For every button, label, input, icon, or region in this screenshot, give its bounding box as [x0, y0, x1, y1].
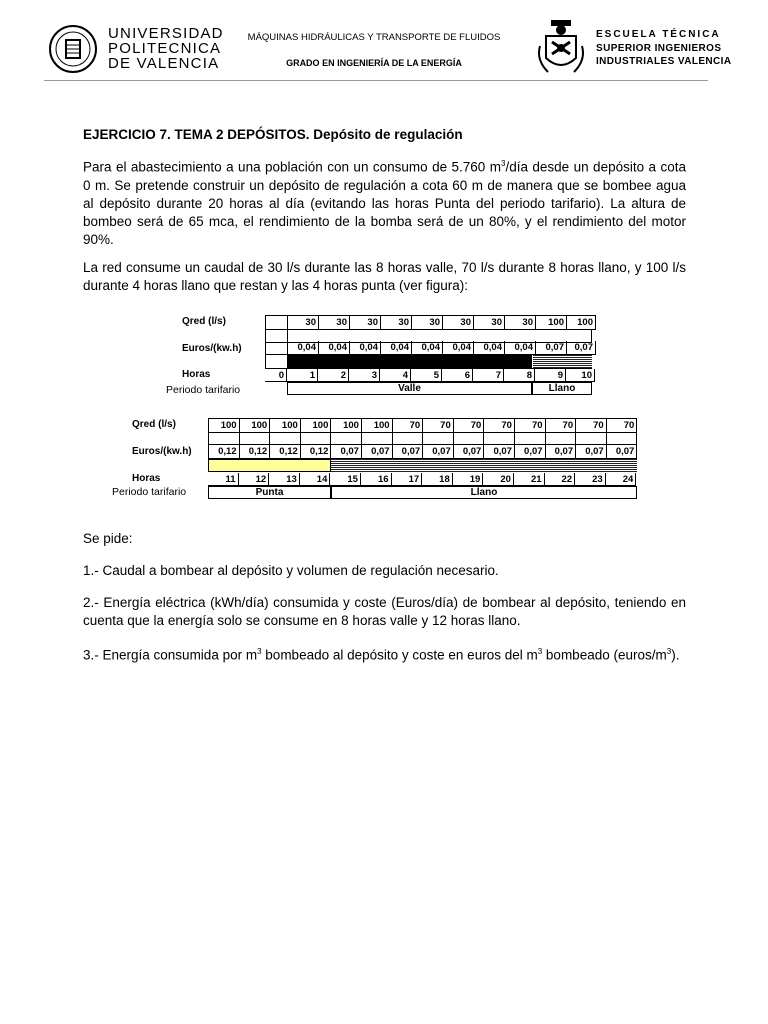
- qred-cell: 30: [288, 316, 319, 330]
- hour-cell: 18: [422, 473, 453, 486]
- hour-cell: 24: [606, 473, 637, 486]
- euros-row: [265, 341, 596, 355]
- spacer-cell: [607, 432, 638, 445]
- euros-cell: 0,04: [350, 341, 381, 355]
- hour-cell: 21: [514, 473, 545, 486]
- hour-cell: 5: [411, 369, 442, 382]
- euros-cell: 0,04: [381, 341, 412, 355]
- euros-cell: 0,04: [412, 341, 443, 355]
- euros-cell: 0,07: [536, 341, 567, 355]
- consumption-paragraph: La red consume un caudal de 30 l/s durante las 8 horas valle, 70 l/s durante 8 horas llano, y 100 l/s durante 4 horas llano que restan y las 4 horas punta (ver figura):: [83, 260, 686, 293]
- euros-cell: 0,12: [240, 445, 271, 459]
- euros-cell: 0,07: [331, 445, 362, 459]
- euros-cell: 0,07: [454, 445, 485, 459]
- hour-cell: 2: [318, 369, 349, 382]
- etsii-crest-icon: [536, 16, 586, 78]
- hour-cell: 14: [300, 473, 331, 486]
- qred-row: [208, 418, 637, 433]
- hour-cell: 9: [535, 369, 566, 382]
- euros-row: [208, 445, 637, 459]
- euros-cell: 0,04: [443, 341, 474, 355]
- qred-cell: 100: [331, 419, 362, 433]
- qred-cell: 100: [240, 419, 271, 433]
- hours-row: [208, 473, 636, 486]
- qred-cell: [266, 316, 288, 330]
- qred-cell: 30: [350, 316, 381, 330]
- exercise-title: EJERCICIO 7. TEMA 2 DEPÓSITOS. Depósito de regulación: [83, 127, 463, 142]
- euros-cell: 0,07: [484, 445, 515, 459]
- qred-cell: 30: [474, 316, 505, 330]
- page-header: [44, 14, 732, 81]
- hour-cell: 23: [575, 473, 606, 486]
- euros-cell: 0,12: [301, 445, 332, 459]
- spacer-cell: [546, 432, 577, 445]
- spacer-cell: [209, 432, 240, 445]
- period-llano: Llano: [532, 382, 592, 395]
- euros-cell: 0,07: [393, 445, 424, 459]
- euros-cell: 0,07: [423, 445, 454, 459]
- hour-cell: 20: [483, 473, 514, 486]
- hour-cell: 3: [349, 369, 380, 382]
- euros-cell: 0,12: [209, 445, 240, 459]
- label-euros: Euros/(kw.h): [132, 446, 192, 457]
- spacer-cell: [301, 432, 332, 445]
- hour-cell: 8: [504, 369, 535, 382]
- euros-cell: 0,07: [607, 445, 638, 459]
- question-1: 1.- Caudal a bombear al depósito y volumen de regulación necesario.: [83, 563, 499, 578]
- qred-cell: 100: [301, 419, 332, 433]
- hour-cell: 4: [380, 369, 411, 382]
- pump-bar-llano: [331, 459, 637, 472]
- qred-cell: 70: [484, 419, 515, 433]
- euros-cell: 0,04: [319, 341, 350, 355]
- qred-cell: 70: [607, 419, 638, 433]
- euros-cell: 0,12: [270, 445, 301, 459]
- hour-cell: 22: [545, 473, 576, 486]
- label-periodo: Periodo tarifario: [112, 486, 187, 498]
- qred-cell: 100: [362, 419, 393, 433]
- qred-cell: 30: [319, 316, 350, 330]
- qred-cell: 70: [546, 419, 577, 433]
- question-3: 3.- Energía consumida por $m^3$ bombeado al depósito y coste en euros del $m^3$ bombeado $(euros/m^3)$.: [83, 647, 680, 663]
- hour-cell: 10: [566, 369, 595, 382]
- spacer-cell: [515, 432, 546, 445]
- euros-cell: 0,07: [546, 445, 577, 459]
- period-punta: Punta: [208, 486, 331, 499]
- spacer-cell: [423, 432, 454, 445]
- hour-cell: 1: [287, 369, 318, 382]
- hour-cell: 15: [330, 473, 361, 486]
- period-llano: Llano: [331, 486, 637, 499]
- hour-cell: 17: [392, 473, 423, 486]
- qred-cell: 70: [454, 419, 485, 433]
- spacer-row: [208, 432, 637, 445]
- question-2: 2.- Energía eléctrica (kWh/día) consumida y coste (Euros/día) de bombear al depósito, teniendo en cuenta que la energía solo se consume en 8 horas valle y 12 horas llano.: [83, 595, 686, 628]
- spacer-cell: [240, 432, 271, 445]
- university-name: UNIVERSIDAD POLITECNICA DE VALENCIA: [108, 25, 224, 72]
- qred-cell: 30: [381, 316, 412, 330]
- qred-cell: 100: [536, 316, 567, 330]
- upv-seal-icon: [48, 24, 98, 74]
- se-pide-label: Se pide:: [83, 531, 133, 546]
- hour-cell: 13: [269, 473, 300, 486]
- euros-cell: 0,07: [362, 445, 393, 459]
- hour-cell: 19: [453, 473, 484, 486]
- label-periodo: Periodo tarifario: [166, 384, 241, 396]
- euros-cell: 0,07: [567, 341, 596, 355]
- hour-cell: 12: [239, 473, 270, 486]
- period-valle: Valle: [287, 382, 532, 395]
- qred-cell: 70: [515, 419, 546, 433]
- school-name: ESCUELA TÉCNICA SUPERIOR INGENIEROS INDUSTRIALES VALENCIA: [596, 29, 732, 67]
- qred-cell: 30: [505, 316, 536, 330]
- euros-cell: 0,04: [505, 341, 536, 355]
- hour-cell: 0: [265, 369, 287, 382]
- euros-cell: 0,07: [576, 445, 607, 459]
- spacer-cell: [454, 432, 485, 445]
- course-name: MÁQUINAS HIDRÁULICAS Y TRANSPORTE DE FLUIDOS: [247, 32, 501, 43]
- hour-cell: 7: [473, 369, 504, 382]
- qred-cell: 100: [567, 316, 596, 330]
- qred-cell: 70: [393, 419, 424, 433]
- punta-bar: [208, 459, 331, 472]
- spacer-cell: [576, 432, 607, 445]
- euros-cell: 0,04: [474, 341, 505, 355]
- pump-bar-valle: [288, 355, 532, 368]
- period-row: [208, 486, 637, 499]
- label-horas: Horas: [132, 473, 161, 484]
- qred-cell: 30: [443, 316, 474, 330]
- spacer-cell: [362, 432, 393, 445]
- spacer-cell: [393, 432, 424, 445]
- euros-cell: 0,04: [288, 341, 319, 355]
- spacer-cell: [331, 432, 362, 445]
- label-qred: Qred (l/s): [132, 419, 176, 430]
- hour-cell: 6: [442, 369, 473, 382]
- hour-cell: 16: [361, 473, 392, 486]
- spacer-cell: [484, 432, 515, 445]
- qred-cell: 100: [270, 419, 301, 433]
- degree-name: GRADO EN INGENIERÍA DE LA ENERGÍA: [286, 58, 462, 68]
- spacer-cell: [270, 432, 301, 445]
- qred-cell: 70: [576, 419, 607, 433]
- qred-cell: 70: [423, 419, 454, 433]
- qred-cell: 30: [412, 316, 443, 330]
- euros-cell: [266, 341, 288, 355]
- label-euros: Euros/(kw.h): [182, 343, 242, 354]
- pump-bar-llano: [533, 355, 592, 368]
- qred-row: [265, 315, 596, 330]
- statement-paragraph: Para el abastecimiento a una población con un consumo de 5.760 $m^3$/día desde un depósito a cota 0 m. Se pretende construir un depósito de regulación a cota 60 m de manera que se bombee agua al depósito durante 20 horas al día (evitando las horas Punta del periodo tarifario). La altura de bombeo será de 65 mca, el rendimiento de la bomba será de un 80%, y el rendimiento del motor 90%.: [83, 159, 686, 247]
- period-row: [287, 382, 592, 395]
- euros-cell: 0,07: [515, 445, 546, 459]
- label-qred: Qred (l/s): [182, 316, 226, 327]
- label-horas: Horas: [182, 369, 211, 380]
- qred-cell: 100: [209, 419, 240, 433]
- hour-cell: 11: [208, 473, 239, 486]
- hours-row: [265, 369, 595, 382]
